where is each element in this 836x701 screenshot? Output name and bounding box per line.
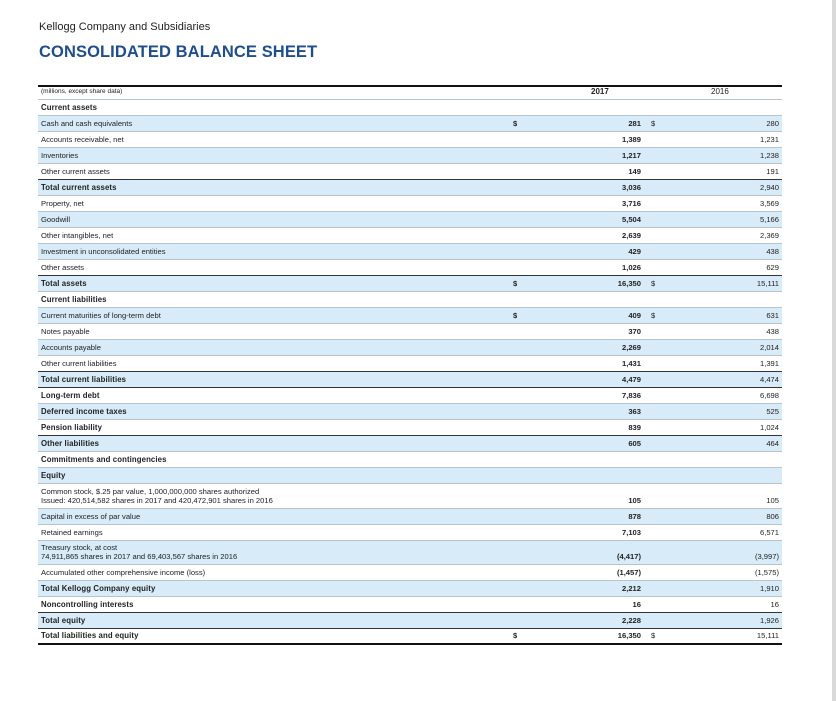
currency-2016: [643, 224, 683, 227]
row-label: Accumulated other comprehensive income (loss): [41, 568, 206, 577]
row-label: Goodwill: [41, 215, 71, 224]
value-2017: 878: [628, 511, 641, 521]
value-2016: 5,166: [759, 215, 779, 224]
value-2016: 1,926: [759, 616, 779, 625]
value-2017: [543, 304, 643, 307]
value-2016: 525: [766, 407, 779, 416]
currency-2016: [643, 192, 683, 195]
currency-2016: $: [651, 279, 656, 288]
currency-2017: $: [513, 279, 518, 288]
currency-2017: [513, 368, 543, 371]
row-label: Cash and cash equivalents: [41, 119, 133, 128]
currency-2017: [513, 577, 543, 580]
table-row: [38, 613, 782, 629]
currency-2017: [513, 448, 543, 451]
currency-2017: [513, 480, 543, 483]
value-2017: 7,836: [621, 391, 641, 400]
value-2017: 105: [628, 495, 641, 505]
value-2017: 3,716: [621, 199, 641, 208]
value-2016: 2,369: [759, 231, 779, 240]
currency-2017: [513, 208, 543, 211]
currency-2016: [643, 384, 683, 387]
value-2017: 4,479: [621, 375, 641, 384]
row-label: Common stock, $.25 par value, 1,000,000,000 shares authorized Issued: 420,514,582 shares in 2017 and 420,472,901 shares in 2016: [41, 486, 273, 505]
table-row: [38, 340, 782, 356]
value-2016: [683, 480, 782, 483]
currency-2017: [513, 352, 543, 355]
table-row: [38, 629, 782, 645]
currency-2017: [513, 464, 543, 467]
year-2017-header: 2017: [591, 87, 609, 96]
table-row: [38, 116, 782, 132]
value-2016: 438: [766, 247, 779, 256]
currency-2017: [513, 505, 543, 508]
value-2017: 370: [628, 327, 641, 336]
currency-2016: [643, 368, 683, 371]
value-2017: 605: [628, 439, 641, 448]
table-row: [38, 525, 782, 541]
value-2017: 839: [628, 423, 641, 432]
value-2017: 5,504: [621, 215, 641, 224]
page-title: CONSOLIDATED BALANCE SHEET: [39, 43, 318, 61]
value-2016: 4,474: [759, 375, 779, 384]
row-label: Other intangibles, net: [41, 231, 114, 240]
table-row: [38, 436, 782, 452]
currency-2016: [643, 160, 683, 163]
currency-2016: [643, 176, 683, 179]
currency-2017: [513, 224, 543, 227]
currency-2017: [513, 400, 543, 403]
currency-2016: [643, 505, 683, 508]
row-label: Retained earnings: [41, 527, 103, 537]
units-label: (millions, except share data): [41, 88, 123, 95]
row-label: Total equity: [41, 616, 86, 625]
currency-2016: [643, 521, 683, 524]
row-label: Equity: [41, 471, 66, 480]
row-label: Treasury stock, at cost 74,911,865 shares in 2017 and 69,403,567 shares in 2016: [41, 543, 238, 561]
table-row: [38, 565, 782, 581]
currency-2016: [643, 272, 683, 275]
value-2016: 1,231: [759, 135, 779, 144]
value-2016: (3,997): [754, 552, 779, 561]
row-label: Total Kellogg Company equity: [41, 584, 156, 593]
row-label: Notes payable: [41, 327, 90, 336]
currency-2016: [643, 336, 683, 339]
table-row: [38, 292, 782, 308]
table-row: [38, 148, 782, 164]
table-row: [38, 372, 782, 388]
value-2017: 16,350: [617, 279, 641, 288]
table-row: [38, 100, 782, 116]
currency-2016: [643, 112, 683, 115]
currency-2017: [513, 432, 543, 435]
currency-2017: [513, 272, 543, 275]
value-2017: 3,036: [621, 183, 641, 192]
value-2017: 429: [628, 247, 641, 256]
row-label: Total current liabilities: [41, 375, 127, 384]
row-label: Deferred income taxes: [41, 407, 127, 416]
table-row: [38, 244, 782, 260]
table-row: [38, 452, 782, 468]
currency-2017: [513, 304, 543, 307]
value-2017: 1,389: [621, 135, 641, 144]
value-2017: 281: [628, 119, 641, 128]
currency-2016: [643, 561, 683, 564]
value-2016: 105: [766, 495, 779, 505]
currency-2016: $: [651, 311, 656, 320]
row-label: Other current liabilities: [41, 359, 117, 368]
row-label: Current assets: [41, 103, 98, 112]
row-label: Property, net: [41, 199, 84, 208]
value-2017: 363: [628, 407, 641, 416]
table-row: [38, 597, 782, 613]
value-2017: 16: [632, 600, 641, 609]
year-2016-header: 2016: [711, 87, 729, 96]
currency-2016: [643, 240, 683, 243]
table-row: [38, 420, 782, 436]
table-row: [38, 581, 782, 597]
value-2017: 1,431: [621, 359, 641, 368]
row-label: Current liabilities: [41, 295, 107, 304]
currency-2017: [513, 537, 543, 540]
currency-2017: [513, 160, 543, 163]
row-label: Current maturities of long-term debt: [41, 311, 161, 320]
table-row: [38, 132, 782, 148]
currency-2017: [513, 144, 543, 147]
currency-2016: [643, 304, 683, 307]
value-2017: [543, 480, 643, 483]
currency-2016: [643, 577, 683, 580]
row-label: Total current assets: [41, 183, 117, 192]
table-row: [38, 196, 782, 212]
currency-2016: [643, 400, 683, 403]
row-label: Accounts payable: [41, 343, 101, 352]
currency-2016: [643, 208, 683, 211]
value-2016: 15,111: [756, 631, 779, 640]
row-label: Capital in excess of par value: [41, 511, 141, 521]
currency-2017: [513, 384, 543, 387]
table-row: [38, 509, 782, 525]
value-2016: 280: [766, 119, 779, 128]
table-row: [38, 388, 782, 404]
table-row: [38, 324, 782, 340]
value-2017: [543, 112, 643, 115]
value-2016: 1,238: [759, 151, 779, 160]
value-2016: [683, 304, 782, 307]
row-label: Pension liability: [41, 423, 103, 432]
value-2017: 7,103: [621, 527, 641, 537]
value-2016: 438: [766, 327, 779, 336]
table-row: [38, 356, 782, 372]
currency-2016: [643, 609, 683, 612]
currency-2017: [513, 336, 543, 339]
currency-2016: [643, 256, 683, 259]
currency-2016: [643, 480, 683, 483]
currency-2016: $: [651, 631, 656, 640]
value-2016: [683, 464, 782, 467]
value-2017: 1,026: [621, 263, 641, 272]
row-label: Total liabilities and equity: [41, 631, 139, 640]
currency-2016: [643, 593, 683, 596]
value-2016: 1,024: [759, 423, 779, 432]
value-2016: 2,014: [759, 343, 779, 352]
row-label: Accounts receivable, net: [41, 135, 124, 144]
currency-2017: [513, 609, 543, 612]
value-2017: 2,228: [621, 616, 641, 625]
currency-2016: [643, 144, 683, 147]
table-row: [38, 276, 782, 292]
currency-2017: [513, 192, 543, 195]
value-2016: 6,571: [759, 527, 779, 537]
currency-2017: [513, 625, 543, 628]
currency-2016: [643, 448, 683, 451]
currency-2017: $: [513, 311, 518, 320]
table-row: [38, 541, 782, 566]
value-2016: [683, 112, 782, 115]
currency-2016: $: [651, 119, 656, 128]
value-2017: 2,212: [621, 584, 641, 593]
currency-2017: [513, 176, 543, 179]
value-2017: [543, 464, 643, 467]
value-2017: 1,217: [621, 151, 641, 160]
table-row: [38, 308, 782, 324]
value-2016: 631: [766, 311, 779, 320]
value-2017: (1,457): [616, 568, 641, 577]
row-label: Long-term debt: [41, 391, 100, 400]
currency-2016: [643, 416, 683, 419]
table-row: [38, 260, 782, 276]
currency-2017: $: [513, 119, 518, 128]
row-label: Total assets: [41, 279, 87, 288]
row-label: Investment in unconsolidated entities: [41, 247, 166, 256]
currency-2017: [513, 256, 543, 259]
value-2017: 2,639: [621, 231, 641, 240]
value-2016: 6,698: [759, 391, 779, 400]
balance-sheet-table: [38, 85, 782, 645]
currency-2016: [643, 464, 683, 467]
value-2016: 464: [766, 439, 779, 448]
company-name: Kellogg Company and Subsidiaries: [39, 21, 211, 33]
table-row: [38, 468, 782, 484]
window-edge: [832, 0, 836, 701]
value-2017: 409: [628, 311, 641, 320]
table-row: [38, 164, 782, 180]
row-label: Commitments and contingencies: [41, 455, 167, 464]
row-label: Other current assets: [41, 167, 110, 176]
currency-2017: [513, 416, 543, 419]
value-2016: 2,940: [759, 183, 779, 192]
currency-2016: [643, 537, 683, 540]
table-row: [38, 180, 782, 196]
currency-2016: [643, 352, 683, 355]
currency-2017: [513, 521, 543, 524]
currency-2017: $: [513, 631, 518, 640]
row-label: Other assets: [41, 263, 85, 272]
value-2016: 1,391: [759, 359, 779, 368]
value-2016: 3,569: [759, 199, 779, 208]
currency-2016: [643, 625, 683, 628]
table-header: [38, 87, 782, 100]
row-label: Inventories: [41, 151, 79, 160]
currency-2017: [513, 112, 543, 115]
currency-2016: [643, 432, 683, 435]
table-row: [38, 228, 782, 244]
value-2016: 15,111: [756, 279, 779, 288]
currency-2017: [513, 593, 543, 596]
value-2016: 191: [766, 167, 779, 176]
value-2017: 2,269: [621, 343, 641, 352]
table-row: [38, 404, 782, 420]
value-2016: 16: [770, 600, 779, 609]
value-2016: 629: [766, 263, 779, 272]
table-row: [38, 212, 782, 228]
value-2017: (4,417): [616, 552, 641, 561]
value-2017: 149: [628, 167, 641, 176]
value-2017: 16,350: [617, 631, 641, 640]
value-2016: 806: [766, 511, 779, 521]
row-label: Other liabilities: [41, 439, 100, 448]
value-2016: (1,575): [754, 568, 779, 577]
value-2016: 1,910: [759, 584, 779, 593]
currency-2017: [513, 561, 543, 564]
currency-2017: [513, 240, 543, 243]
row-label: Noncontrolling interests: [41, 600, 134, 609]
table-row: [38, 484, 782, 509]
table-body: [38, 100, 782, 645]
